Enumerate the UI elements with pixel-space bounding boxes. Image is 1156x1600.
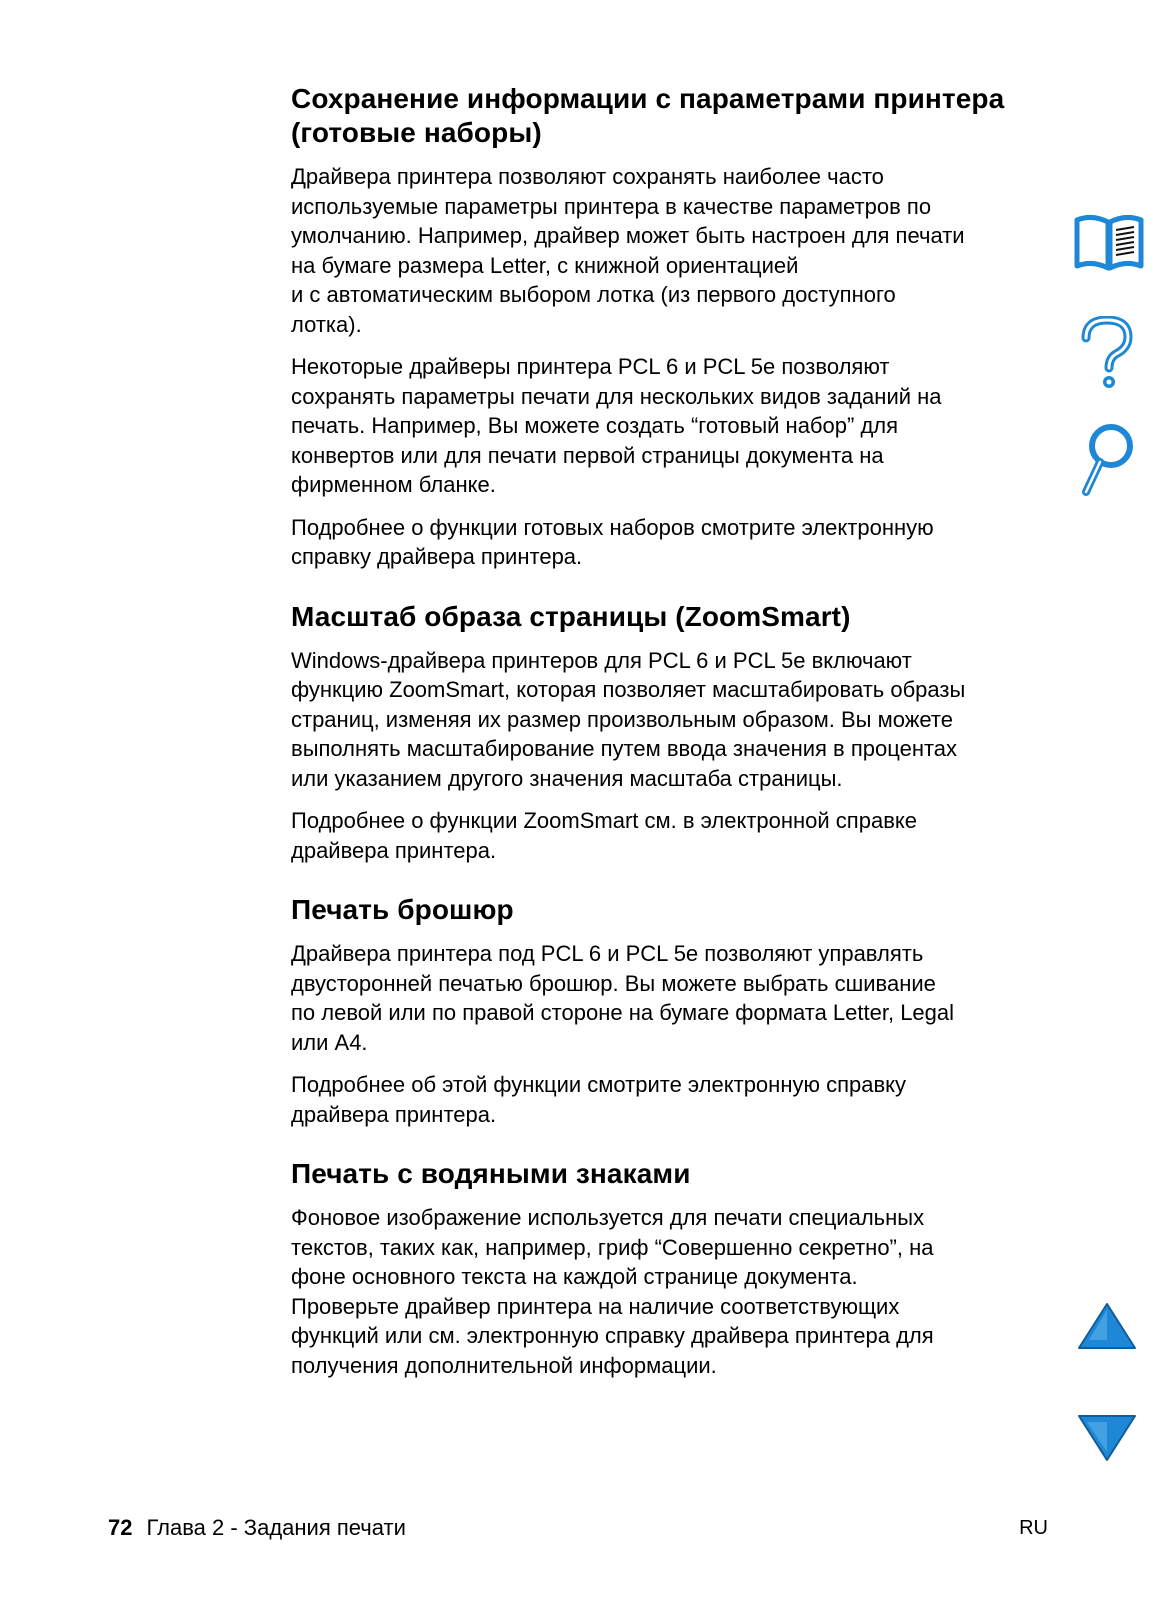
heading-line: Масштаб образа страницы (ZoomSmart) [291, 600, 851, 632]
text-line: Подробнее об этой функции смотрите электронную справку [291, 1072, 907, 1097]
heading-watermarks [291, 1157, 1051, 1191]
help-question-icon[interactable] [1078, 316, 1136, 390]
heading-booklet [291, 893, 1051, 927]
text-line: Подробнее о функции ZoomSmart см. в электронной справке [291, 808, 917, 833]
heading-line: (готовые наборы) [291, 117, 542, 148]
text-line: Драйвера принтера позволяют сохранять наиболее часто [291, 164, 884, 189]
text-line: на бумаге размера Letter, с книжной ориентацией [291, 252, 799, 278]
text-line: функцию ZoomSmart, которая позволяет масштабировать образы [291, 677, 966, 702]
paragraph [291, 939, 1051, 1057]
text-line: драйвера принтера. [291, 837, 497, 863]
text-line: Windows-драйвера принтеров для PCL 6 и PCL 5e включают [291, 647, 912, 673]
text-line: фоне основного текста на каждой странице документа. [291, 1264, 858, 1289]
page-number: 72 [108, 1515, 133, 1540]
paragraph [291, 352, 1051, 500]
paragraph [291, 162, 1051, 339]
text-line: Некоторые драйверы принтера PCL 6 и PCL 5e позволяют [291, 354, 890, 379]
book-icon[interactable] [1074, 214, 1144, 272]
text-line: Подробнее о функции готовых наборов смотрите электронную [291, 514, 934, 540]
text-line: или A4. [291, 1029, 368, 1055]
text-line: Фоновое изображение используется для печати специальных [291, 1205, 925, 1230]
heading-line: Печать с водяными знаками [291, 1158, 691, 1189]
text-line: текстов, таких как, например, гриф “Совершенно секретно”, на [291, 1234, 934, 1260]
language-code: RU [1019, 1517, 1048, 1539]
heading-line: Сохранение информации с параметрами принтера [291, 83, 1005, 114]
paragraph [291, 1070, 1051, 1129]
text-line: сохранять параметры печати для нескольких видов заданий на [291, 383, 942, 409]
text-line: используемые параметры принтера в качестве параметров по [291, 193, 932, 219]
text-line: функций или см. электронную справку драйвера принтера для [291, 1323, 934, 1348]
text-line: получения дополнительной информации. [291, 1352, 717, 1378]
text-line: лотка). [291, 311, 362, 337]
page-footer [108, 1515, 1048, 1541]
text-line: и с автоматическим выбором лотка (из первого доступного [291, 282, 896, 307]
paragraph [291, 513, 1051, 572]
text-line: умолчанию. Например, драйвер может быть настроен для печати [291, 223, 965, 248]
text-line: фирменном бланке. [291, 472, 496, 497]
chapter-title: Глава 2 - Задания печати [146, 1515, 406, 1540]
arrow-up-icon[interactable] [1077, 1302, 1137, 1352]
heading-line: Печать брошюр [291, 894, 514, 925]
arrow-down-icon[interactable] [1077, 1412, 1137, 1462]
text-line: или указанием другого значения масштаба страницы. [291, 765, 843, 791]
text-line: страниц, изменяя их размер произвольным образом. Вы можете [291, 706, 953, 732]
text-line: справку драйвера принтера. [291, 544, 583, 569]
paragraph [291, 806, 1051, 865]
heading-zoomsmart [291, 600, 1051, 634]
text-line: Проверьте драйвер принтера на наличие соответствующих [291, 1293, 900, 1319]
paragraph [291, 646, 1051, 794]
text-line: выполнять масштабирование путем ввода значения в процентах [291, 736, 958, 761]
search-magnifier-icon[interactable] [1078, 422, 1138, 498]
text-line: по левой или по правой стороне на бумаге формата Letter, Legal [291, 1000, 955, 1025]
text-line: драйвера принтера. [291, 1101, 497, 1127]
text-line: конвертов или для печати первой страницы документа на [291, 442, 884, 468]
page-content [291, 82, 1051, 1393]
heading-presets [291, 82, 1051, 150]
paragraph [291, 1203, 1051, 1380]
text-line: Драйвера принтера под PCL 6 и PCL 5e позволяют управлять [291, 941, 924, 966]
text-line: двусторонней печатью брошюр. Вы можете выбрать сшивание [291, 970, 936, 996]
text-line: печать. Например, Вы можете создать “готовый набор” для [291, 413, 899, 438]
